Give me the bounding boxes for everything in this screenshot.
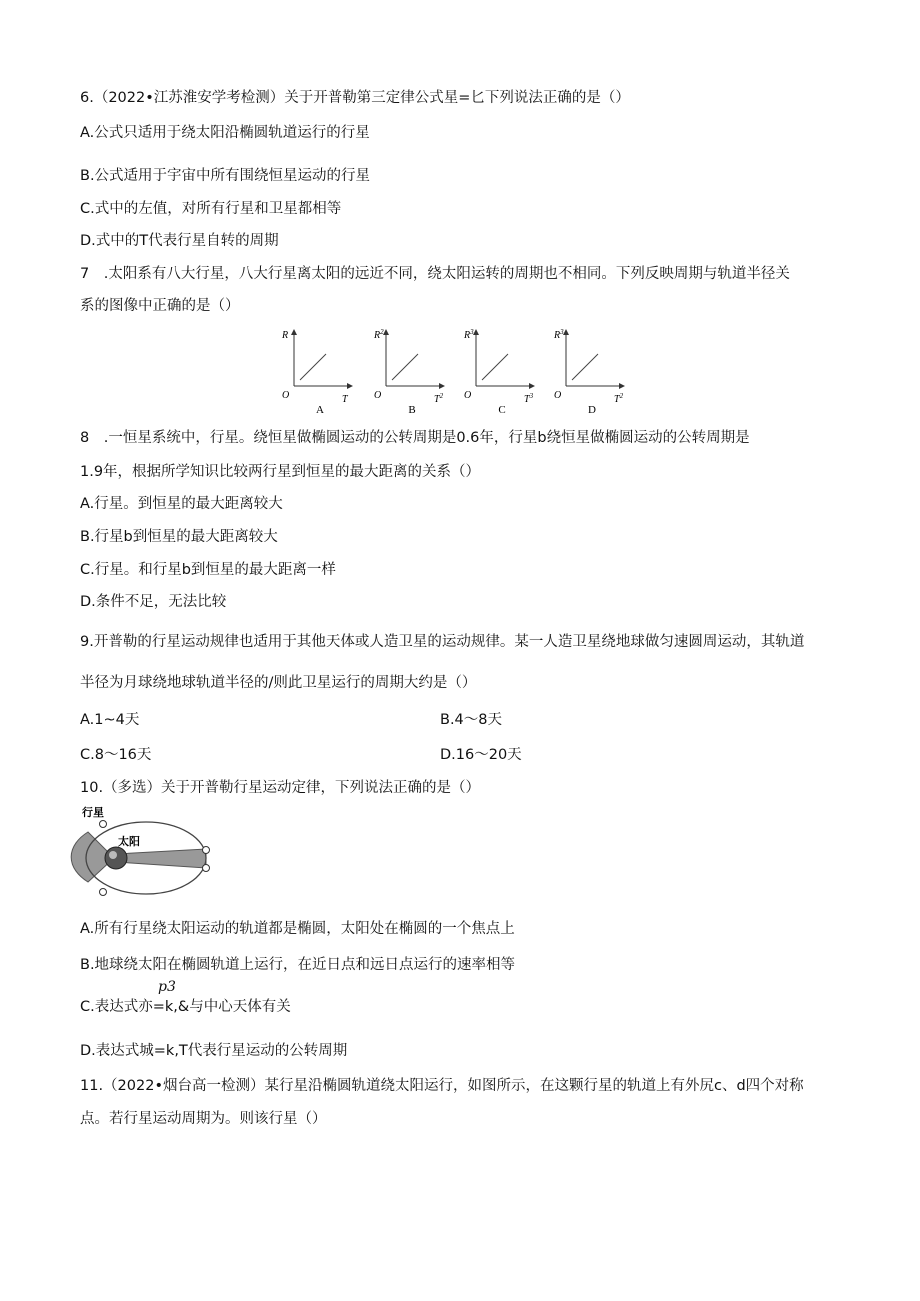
graph-y-exp: 2 bbox=[380, 328, 384, 336]
graph-origin: O bbox=[374, 390, 382, 401]
q6-stem: 6.（2022•江苏淮安学考检测）关于开普勒第三定律公式星=匕下列说法正确的是（） bbox=[80, 90, 630, 106]
graph-x-exp: 2 bbox=[439, 392, 444, 400]
q9-option-b: B.4～8天 bbox=[440, 712, 503, 728]
q7-stem-line1: 7 .太阳系有八大行星，八大行星离太阳的远近不同，绕太阳运转的周期也不相同。下列反映周期与轨道半径关 bbox=[80, 266, 790, 282]
q10-option-d: D.表达式城=k,T代表行星运动的公转周期 bbox=[80, 1043, 348, 1059]
graph-origin: O bbox=[554, 390, 562, 401]
graph-x-label: T bbox=[614, 394, 620, 405]
graph-x-label: T bbox=[434, 394, 440, 405]
graph-origin: O bbox=[282, 390, 290, 401]
graph-origin: O bbox=[464, 390, 472, 401]
svg-text:T bbox=[342, 394, 349, 405]
graph-y-label: R bbox=[554, 330, 561, 341]
graph-y-exp: 3 bbox=[470, 328, 474, 336]
q10-option-c: C.表达式亦=k,&与中心天体有关 bbox=[80, 999, 291, 1015]
q8-option-d: D.条件不足，无法比较 bbox=[80, 594, 227, 610]
q11-stem-line2: 点。若行星运动周期为。则该行星（） bbox=[80, 1111, 327, 1127]
figure-planet-label: 行星 bbox=[82, 806, 104, 819]
svg-text:T3 bbox=[524, 392, 534, 405]
q10-orbit-figure bbox=[78, 804, 220, 910]
svg-text:T2 bbox=[614, 392, 624, 405]
q9-option-d: D.16～20天 bbox=[440, 747, 522, 763]
svg-text:R bbox=[281, 330, 288, 341]
graph-caption: D bbox=[588, 404, 596, 416]
q8-option-c: C.行星。和行星b到恒星的最大距离一样 bbox=[80, 562, 336, 578]
q10-stem: 10.（多选）关于开普勒行星运动定律，下列说法正确的是（） bbox=[80, 780, 481, 796]
q6-option-d: D.式中的T代表行星自转的周期 bbox=[80, 233, 279, 249]
q6-option-a: A.公式只适用于绕太阳沿椭圆轨道运行的行星 bbox=[80, 125, 370, 141]
q8-stem-line2: 1.9年，根据所学知识比较两行星到恒星的最大距离的关系（） bbox=[80, 464, 481, 480]
q10-option-a: A.所有行星绕太阳运动的轨道都是椭圆，太阳处在椭圆的一个焦点上 bbox=[80, 921, 515, 937]
graph-x-label: T bbox=[342, 394, 348, 405]
graph-y-exp: 3 bbox=[560, 328, 564, 336]
q11-stem-line1: 11.（2022•烟台高一检测）某行星沿椭圆轨道绕太阳运行，如图所示，在这颗行星的轨道上有外尻c、d四个对称 bbox=[80, 1078, 804, 1094]
graph-caption: C bbox=[498, 404, 506, 416]
graph-caption: A bbox=[316, 404, 324, 416]
q9-stem-line1: 9.开普勒的行星运动规律也适用于其他天体或人造卫星的运动规律。某一人造卫星绕地球做匀速圆周运动，其轨道 bbox=[80, 634, 805, 650]
graph-x-exp: 2 bbox=[619, 392, 624, 400]
q10-option-b: B.地球绕太阳在椭圆轨道上运行，在近日点和远日点运行的速率相等 bbox=[80, 957, 516, 973]
q8-stem-line1: 8 .一恒星系统中，行星。绕恒星做椭圆运动的公转周期是0.6年，行星b绕恒星做椭圆运动的公转周期是 bbox=[80, 430, 750, 446]
svg-text:R3 bbox=[463, 328, 474, 341]
q9-option-c: C.8～16天 bbox=[80, 747, 152, 763]
q8-option-a: A.行星。到恒星的最大距离较大 bbox=[80, 496, 283, 512]
svg-text:R3 bbox=[553, 328, 564, 341]
q9-option-a: A.1~4天 bbox=[80, 712, 140, 728]
q7-graph-a bbox=[280, 326, 360, 416]
svg-text:R2 bbox=[373, 328, 384, 341]
q6-option-b: B.公式适用于宇宙中所有围绕恒星运动的行星 bbox=[80, 168, 371, 184]
graph-y-label: R bbox=[464, 330, 471, 341]
figure-sun-label: 太阳 bbox=[118, 835, 140, 848]
q9-stem-line2: 半径为月球绕地球轨道半径的/则此卫星运行的周期大约是（） bbox=[80, 675, 477, 691]
q7-stem-line2: 系的图像中正确的是（） bbox=[80, 298, 240, 314]
q6-option-c: C.式中的左值，对所有行星和卫星都相等 bbox=[80, 201, 342, 217]
graph-y-label: R bbox=[282, 330, 289, 341]
q7-graph-b bbox=[372, 326, 452, 416]
graph-y-label: R bbox=[374, 330, 381, 341]
svg-text:T2 bbox=[434, 392, 444, 405]
q7-graph-d bbox=[552, 326, 632, 416]
q10-c-formula-note: p3 bbox=[158, 979, 176, 995]
q8-option-b: B.行星b到恒星的最大距离较大 bbox=[80, 529, 278, 545]
graph-x-exp: 3 bbox=[529, 392, 534, 400]
q7-graph-c bbox=[462, 326, 542, 416]
graph-x-label: T bbox=[524, 394, 530, 405]
graph-caption: B bbox=[408, 404, 416, 416]
